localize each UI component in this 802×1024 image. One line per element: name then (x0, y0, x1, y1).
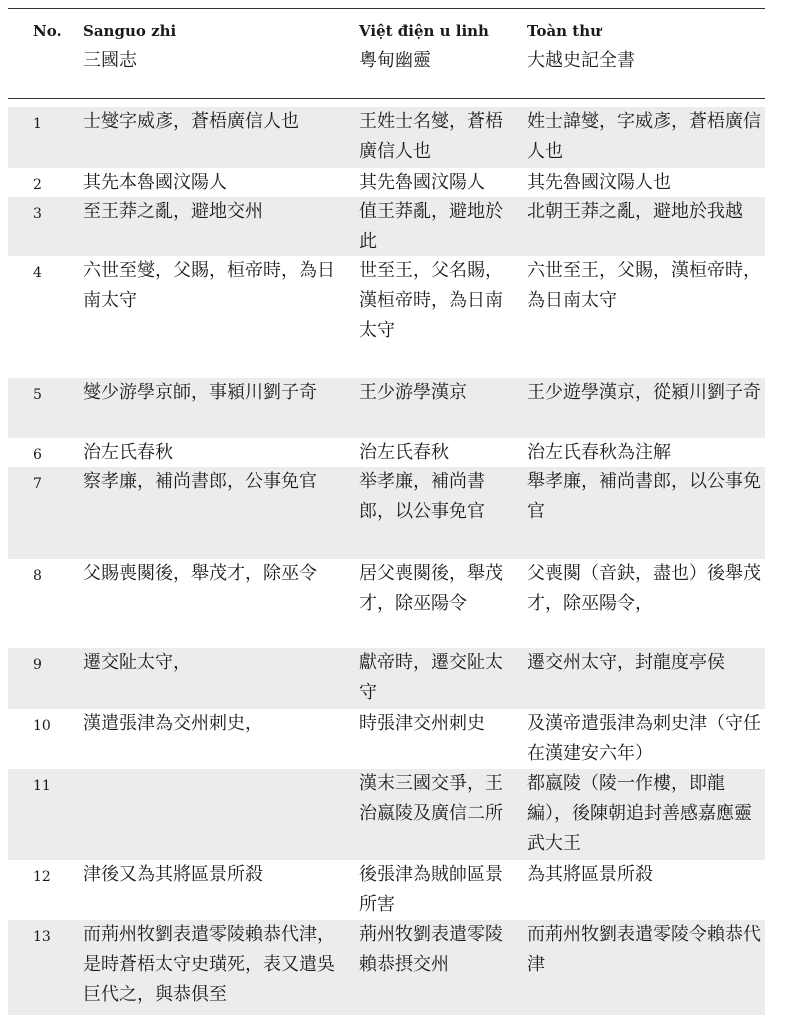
header-col1-subtitle: 三國志 (83, 50, 137, 71)
cell-viet-dien-u-linh: 值王莽亂，避地於此 (359, 201, 503, 252)
row-number: 4 (33, 265, 42, 281)
header-toan-thu (527, 16, 635, 76)
table-row (8, 709, 765, 769)
cell-toan-thu: 姓士諱燮，字威彥，蒼梧廣信人也 (527, 111, 761, 162)
cell-toan-thu: 遷交州太守，封龍度亭侯 (527, 652, 725, 673)
table-row (8, 168, 765, 197)
row-number: 11 (33, 778, 51, 794)
row-number: 7 (33, 476, 42, 492)
table-row (8, 920, 765, 1015)
header-sanguo-zhi (83, 16, 176, 76)
row-number: 8 (33, 568, 42, 584)
table-top-rule (8, 8, 765, 9)
cell-sanguo-zhi: 治左氏春秋 (83, 442, 173, 463)
cell-viet-dien-u-linh: 居父喪闋後，舉茂才，除巫陽令 (359, 563, 503, 614)
cell-viet-dien-u-linh: 漢末三國交爭，王治嬴陵及廣信二所 (359, 773, 503, 824)
table-row (8, 769, 765, 860)
cell-sanguo-zhi: 至王莽之亂，避地交州 (83, 201, 263, 222)
cell-sanguo-zhi: 六世至燮，父賜，桓帝時，為日南太守 (83, 260, 335, 311)
table-row (8, 107, 765, 168)
table-row (8, 378, 765, 438)
row-number: 1 (33, 116, 42, 132)
header-col1-title: Sanguo zhi (83, 22, 177, 40)
cell-sanguo-zhi: 而荊州牧劉表遣零陵賴恭代津，是時蒼梧太守史璜死，表又遣吳巨代之，與恭俱至 (83, 924, 335, 1005)
cell-viet-dien-u-linh: 獻帝時，遷交阯太守 (359, 652, 503, 703)
cell-toan-thu: 其先魯國汶陽人也 (527, 172, 671, 193)
cell-sanguo-zhi: 父賜喪闋後，舉茂才，除巫令 (83, 563, 317, 584)
row-number: 12 (33, 869, 51, 885)
table-row (8, 559, 765, 648)
table-body (8, 107, 765, 1015)
cell-toan-thu: 治左氏春秋為注解 (527, 442, 671, 463)
row-number: 5 (33, 387, 42, 403)
row-number: 10 (33, 718, 51, 734)
header-no (33, 16, 62, 46)
row-number: 13 (33, 929, 51, 945)
cell-viet-dien-u-linh: 後張津為賊帥區景所害 (359, 864, 503, 915)
row-number: 3 (33, 206, 42, 222)
header-col2-subtitle: 粵甸幽靈 (359, 50, 431, 71)
cell-viet-dien-u-linh: 王少游學漢京 (359, 382, 467, 403)
cell-toan-thu: 父喪闋（音鈌，盡也）後舉茂才，除巫陽令， (527, 563, 761, 614)
cell-viet-dien-u-linh: 荊州牧劉表遣零陵賴恭摂交州 (359, 924, 503, 975)
cell-viet-dien-u-linh: 治左氏春秋 (359, 442, 449, 463)
row-number: 2 (33, 177, 42, 193)
table-row (8, 197, 765, 256)
cell-sanguo-zhi: 燮少游學京師，事潁川劉子奇 (83, 382, 317, 403)
header-col3-title: Toàn thư (527, 22, 602, 40)
cell-toan-thu: 六世至王，父賜，漢桓帝時，為日南太守 (527, 260, 761, 311)
cell-toan-thu: 及漢帝遣張津為刺史津（守任在漢建安六年） (527, 713, 761, 764)
table-row (8, 467, 765, 559)
table-header (0, 16, 802, 96)
cell-toan-thu: 為其將區景所殺 (527, 864, 653, 885)
header-col2-title: Việt điện u linh (359, 22, 489, 40)
cell-viet-dien-u-linh: 举孝廉，補尚書郎，以公事免官 (359, 471, 485, 522)
row-number: 6 (33, 447, 42, 463)
cell-toan-thu: 舉孝廉，補尚書郎，以公事免官 (527, 471, 761, 522)
table-row (8, 256, 765, 378)
table-row (8, 648, 765, 709)
cell-sanguo-zhi: 其先本魯國汶陽人 (83, 172, 227, 193)
cell-sanguo-zhi: 察孝廉，補尚書郎，公事免官 (83, 471, 317, 492)
cell-sanguo-zhi: 士燮字威彥，蒼梧廣信人也 (83, 111, 299, 132)
header-col3-subtitle: 大越史記全書 (527, 50, 635, 71)
cell-sanguo-zhi: 津後又為其將區景所殺 (83, 864, 263, 885)
cell-viet-dien-u-linh: 其先魯國汶陽人 (359, 172, 485, 193)
table-row (8, 438, 765, 467)
cell-toan-thu: 都嬴陵（陵一作樓，即龍編），後陳朝追封善感嘉應靈武大王 (527, 773, 752, 854)
header-viet-dien-u-linh (359, 16, 489, 76)
cell-sanguo-zhi: 遷交阯太守， (83, 652, 191, 673)
header-bottom-rule (8, 98, 765, 99)
table-row (8, 860, 765, 920)
cell-toan-thu: 北朝王莽之亂，避地於我越 (527, 201, 743, 222)
cell-sanguo-zhi: 漢遣張津為交州刺史， (83, 713, 263, 734)
cell-toan-thu: 王少遊學漢京，從潁川劉子奇 (527, 382, 761, 403)
cell-viet-dien-u-linh: 世至王，父名賜，漢桓帝時，為日南太守 (359, 260, 503, 341)
row-number: 9 (33, 657, 42, 673)
cell-toan-thu: 而荊州牧劉表遣零陵令賴恭代津 (527, 924, 761, 975)
header-no-label: No. (33, 22, 62, 40)
cell-viet-dien-u-linh: 時張津交州刺史 (359, 713, 485, 734)
cell-viet-dien-u-linh: 王姓士名燮，蒼梧廣信人也 (359, 111, 503, 162)
